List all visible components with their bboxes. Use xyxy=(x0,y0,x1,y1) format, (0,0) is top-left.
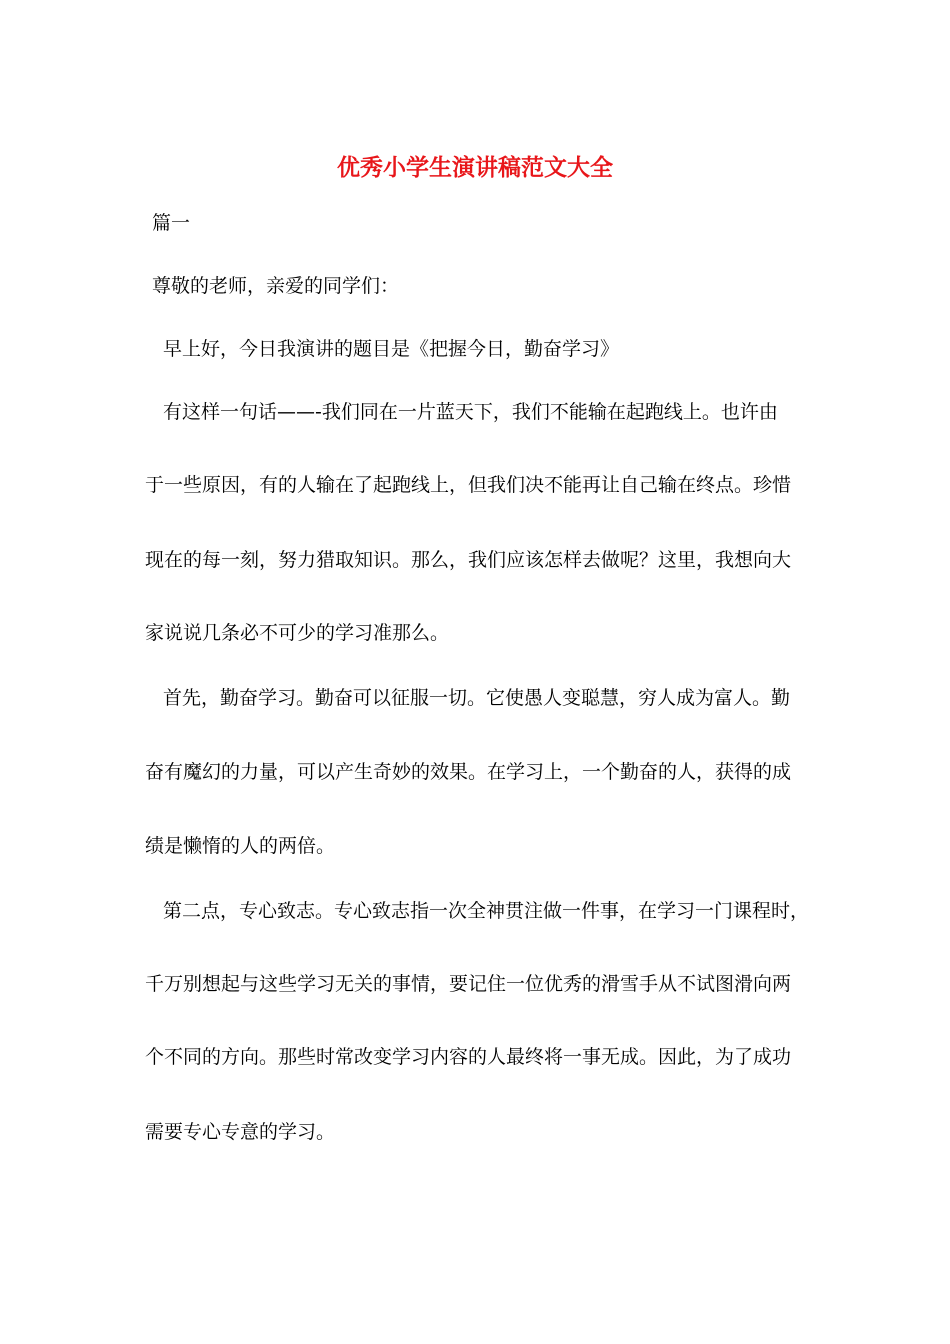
section-heading: 篇一 xyxy=(152,212,191,234)
document-title: 优秀小学生演讲稿范文大全 xyxy=(337,154,613,181)
paragraph-3-line-4: 需要专心专意的学习。 xyxy=(145,1121,336,1143)
salutation: 尊敬的老师，亲爱的同学们： xyxy=(152,275,400,297)
paragraph-1-line-4: 家说说几条必不可少的学习准那么。 xyxy=(145,622,450,644)
paragraph-1-line-2: 于一些原因，有的人输在了起跑线上，但我们决不能再让自己输在终点。珍惜 xyxy=(145,474,792,496)
paragraph-3-line-3: 个不同的方向。那些时常改变学习内容的人最终将一事无成。因此，为了成功 xyxy=(145,1046,792,1068)
greeting-line: 早上好，今日我演讲的题目是《把握今日，勤奋学习》 xyxy=(163,338,620,360)
paragraph-1-line-3: 现在的每一刻，努力猎取知识。那么，我们应该怎样去做呢？这里，我想向大 xyxy=(145,549,792,571)
paragraph-3-line-2: 千万别想起与这些学习无关的事情，要记住一位优秀的滑雪手从不试图滑向两 xyxy=(145,973,792,995)
paragraph-1-line-1: 有这样一句话——-我们同在一片蓝天下，我们不能输在起跑线上。也许由 xyxy=(163,401,778,423)
paragraph-2-line-1: 首先，勤奋学习。勤奋可以征服一切。它使愚人变聪慧，穷人成为富人。勤 xyxy=(163,687,791,709)
paragraph-3-line-1: 第二点，专心致志。专心致志指一次全神贯注做一件事，在学习一门课程时， xyxy=(163,900,810,922)
paragraph-2-line-2: 奋有魔幻的力量，可以产生奇妙的效果。在学习上，一个勤奋的人，获得的成 xyxy=(145,761,792,783)
paragraph-2-line-3: 绩是懒惰的人的两倍。 xyxy=(145,835,336,857)
